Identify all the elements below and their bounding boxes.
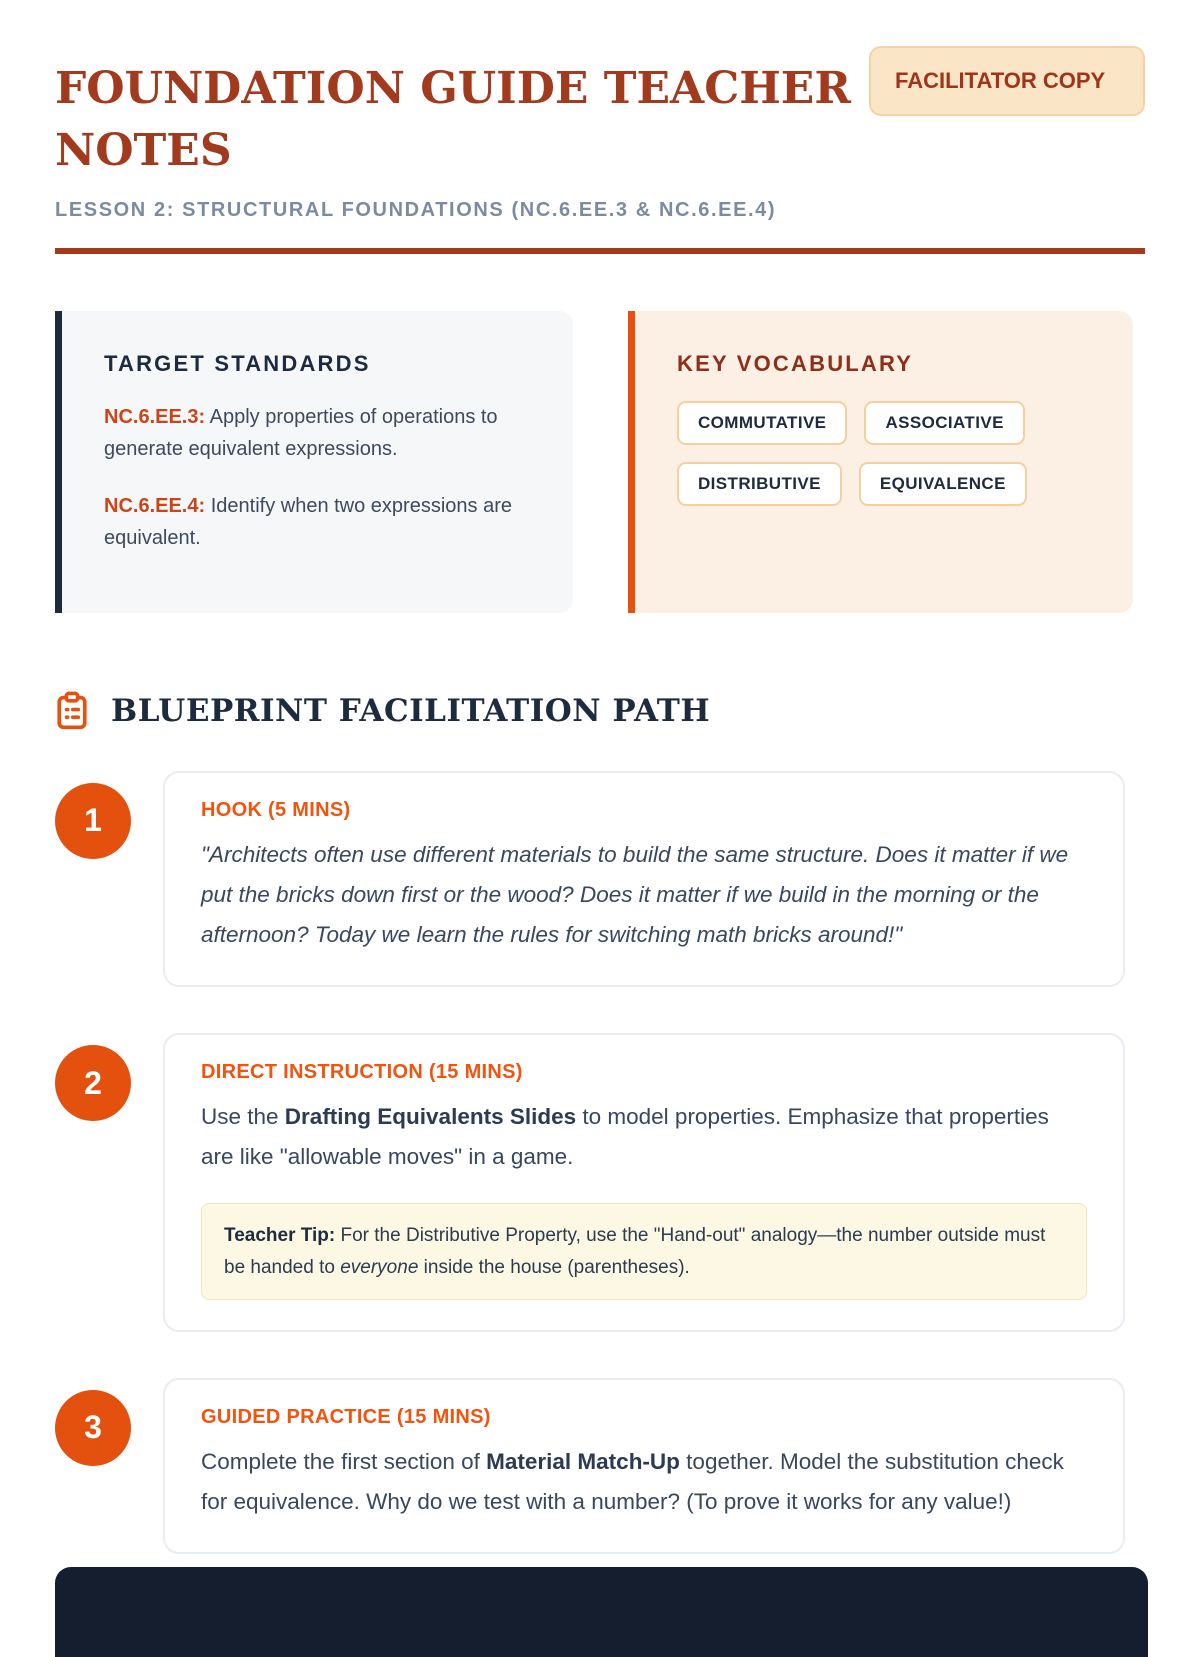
step-direct-instruction: [55, 1033, 1125, 1332]
step-heading: HOOK (5 MINS): [201, 798, 351, 821]
step-hook: [55, 771, 1125, 987]
page-header: [55, 46, 1145, 222]
key-vocabulary-panel: [628, 311, 1133, 613]
facilitator-copy-badge: FACILITATOR COPY: [869, 46, 1145, 116]
body-text: Complete the first section of: [201, 1448, 487, 1474]
step-heading: GUIDED PRACTICE (15 MINS): [201, 1405, 491, 1428]
page-title: FOUNDATION GUIDE TEACHER NOTES: [55, 63, 851, 177]
vocab-chip: DISTRIBUTIVE: [677, 462, 842, 506]
step-number-badge: 3: [55, 1390, 131, 1466]
body-text: together. Model the substitution check for equivalence. Why do we test with a number? (To prove it works for any value!): [201, 1448, 1064, 1514]
standard-text: Apply properties of operations to generate equivalent expressions.: [104, 405, 498, 461]
standards-vocab-row: [55, 311, 1145, 613]
vocab-chip: ASSOCIATIVE: [864, 401, 1024, 445]
body-text: Use the: [201, 1104, 285, 1130]
header-divider: [55, 248, 1145, 254]
hook-quote: "Architects often use different materials to build the same structure. Does it matter if we put the bricks down first or the wood? Does it matter if we build in the morning or the afternoon? Today we learn the rules for switching math bricks around!": [201, 841, 1069, 948]
tip-emphasis: everyone: [340, 1256, 419, 1278]
footer-panel: [55, 1567, 1148, 1657]
standard-item: [104, 490, 539, 555]
step-card: [163, 771, 1125, 987]
vocabulary-chip-list: [677, 401, 1067, 506]
body-text: to model properties. Emphasize that properties are like "allowable moves" in a game.: [201, 1104, 1049, 1170]
tip-text: For the Distributive Property, use the "Hand-out" analogy—the number outside must be handed to: [224, 1225, 1046, 1278]
tip-label: Teacher Tip:: [224, 1225, 336, 1247]
standard-code: NC.6.EE.4:: [104, 494, 206, 517]
vocab-chip: EQUIVALENCE: [859, 462, 1027, 506]
step-guided-practice: [55, 1378, 1125, 1554]
vocab-chip: COMMUTATIVE: [677, 401, 847, 445]
step-body: [201, 1442, 1087, 1522]
teacher-tip-callout: [201, 1203, 1087, 1300]
standard-code: NC.6.EE.3:: [104, 405, 206, 428]
vocabulary-heading: KEY VOCABULARY: [677, 350, 914, 376]
title-block: [55, 46, 869, 222]
resource-name: Drafting Equivalents Slides: [284, 1104, 577, 1130]
standards-heading: TARGET STANDARDS: [104, 350, 371, 376]
step-number-badge: 2: [55, 1045, 131, 1121]
step-number-badge: 1: [55, 783, 131, 859]
standard-text: Identify when two expressions are equivalent.: [104, 494, 512, 550]
facilitation-path-header: [55, 689, 1145, 733]
step-heading: DIRECT INSTRUCTION (15 MINS): [201, 1061, 523, 1084]
step-card: [163, 1033, 1125, 1332]
facilitation-path-title: BLUEPRINT FACILITATION PATH: [111, 692, 711, 729]
step-card: [163, 1378, 1125, 1554]
resource-name: Material Match-Up: [486, 1448, 680, 1474]
tip-text: inside the house (parentheses).: [418, 1256, 690, 1278]
lesson-subtitle: LESSON 2: STRUCTURAL FOUNDATIONS (NC.6.EE.3 & NC.6.EE.4): [55, 198, 777, 221]
facilitation-steps: [55, 771, 1145, 1554]
standard-item: [104, 401, 539, 466]
clipboard-list-icon: [55, 689, 91, 733]
target-standards-panel: [55, 311, 573, 613]
step-body: [201, 1097, 1087, 1177]
